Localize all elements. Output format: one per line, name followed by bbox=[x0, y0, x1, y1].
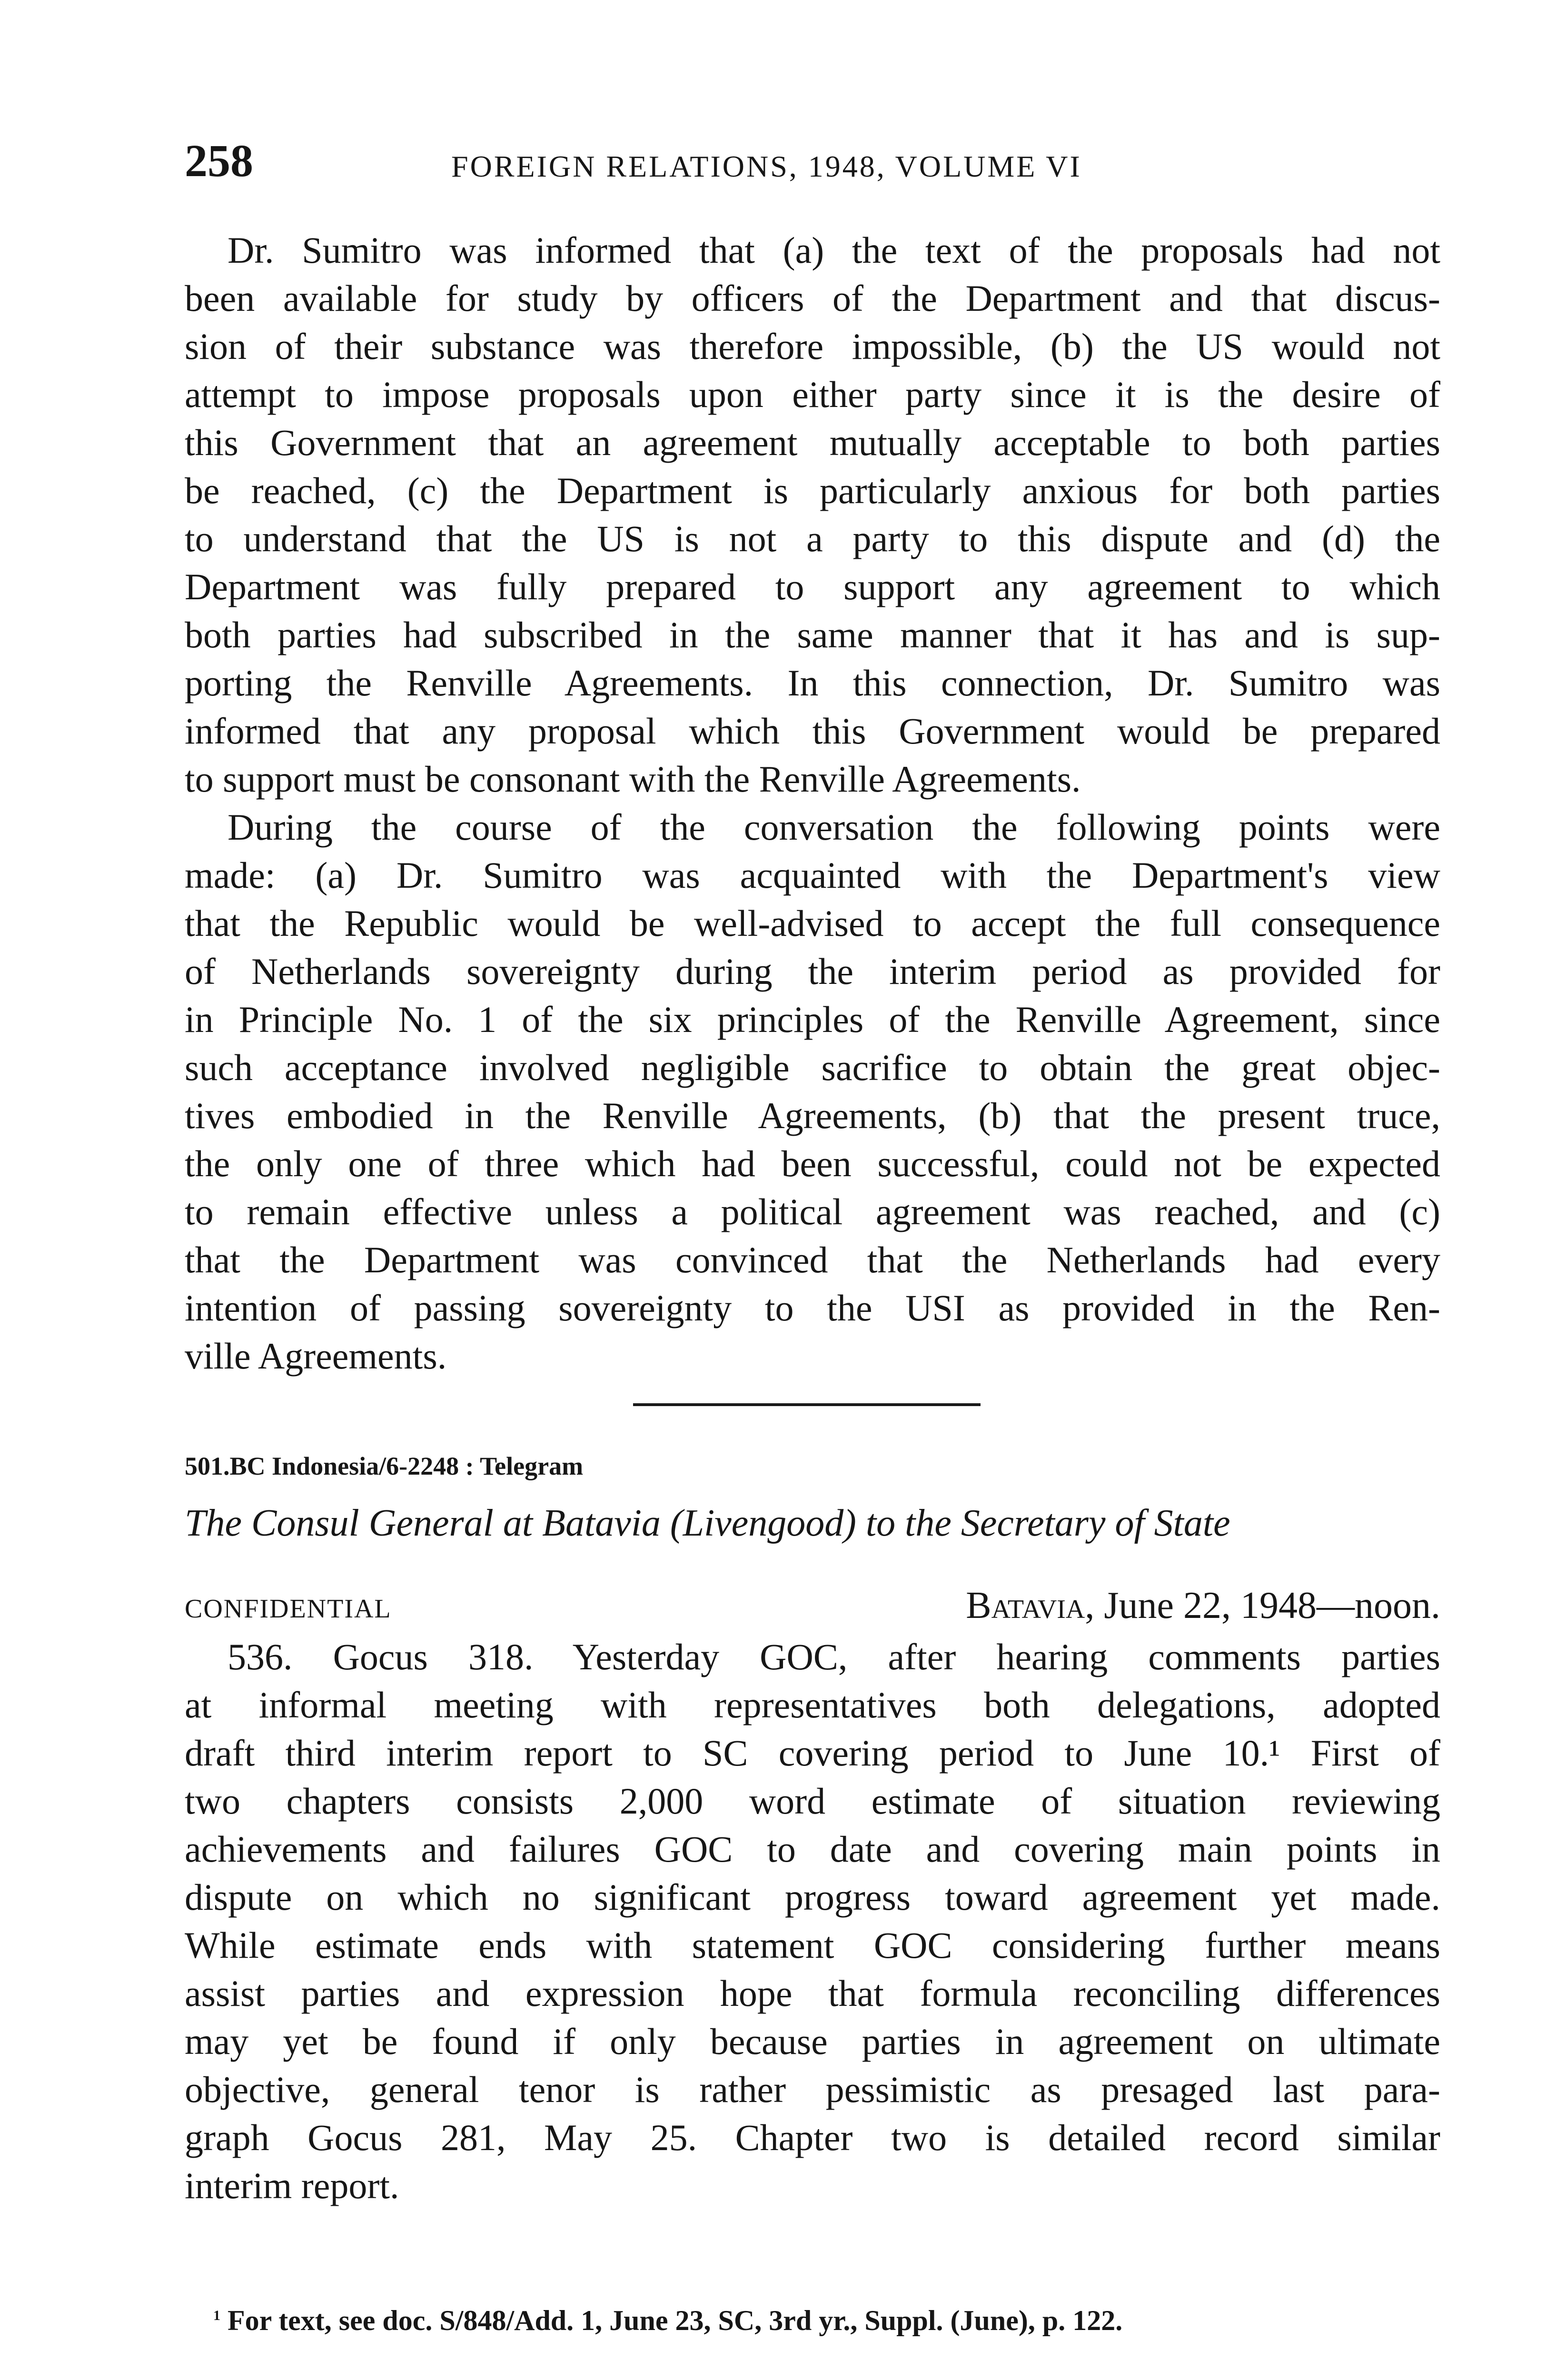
section-divider bbox=[633, 1403, 981, 1406]
text-line: two chapters consists 2,000 word estimate of situation reviewing bbox=[185, 1780, 1440, 1822]
text-line: the only one of three which had been successful, could not be expected bbox=[185, 1143, 1440, 1184]
dateline-place: Batavia bbox=[966, 1585, 1085, 1626]
text-line: been available for study by officers of the Department and that discus- bbox=[185, 278, 1440, 319]
text-line: assist parties and expression hope that formula reconciling differences bbox=[185, 1973, 1440, 2014]
paragraph-conversation-points bbox=[185, 803, 1440, 1380]
text-line: Department was fully prepared to support any agreement to which bbox=[185, 566, 1440, 607]
document-reference: 501.BC Indonesia/6-2248 : Telegram bbox=[185, 1452, 584, 1480]
text-line: During the course of the conversation the following points were bbox=[228, 806, 1440, 848]
text-line: of Netherlands sovereignty during the interim period as provided for bbox=[185, 951, 1440, 992]
dateline bbox=[966, 1579, 1440, 1632]
dateline-date: , June 22, 1948—noon. bbox=[1085, 1585, 1440, 1626]
text-line: attempt to impose proposals upon either party since it is the desire of bbox=[185, 374, 1440, 415]
text-line: graph Gocus 281, May 25. Chapter two is detailed record similar bbox=[185, 2117, 1440, 2158]
paragraph-telegram-body bbox=[185, 1633, 1440, 2210]
text-line: at informal meeting with representatives both delegations, adopted bbox=[185, 1684, 1440, 1726]
footnote-marker: 1 bbox=[213, 2308, 220, 2323]
text-line: achievements and failures GOC to date and covering main points in bbox=[185, 1828, 1440, 1870]
text-line: informed that any proposal which this Government would be prepared bbox=[185, 710, 1440, 752]
text-line: sion of their substance was therefore impossible, (b) the US would not bbox=[185, 326, 1440, 367]
text-line: made: (a) Dr. Sumitro was acquainted with the Department's view bbox=[185, 854, 1440, 896]
text-line: ville Agreements. bbox=[185, 1335, 447, 1377]
text-line: objective, general tenor is rather pessimistic as presaged last para- bbox=[185, 2069, 1440, 2110]
document-title: The Consul General at Batavia (Livengood) to the Secretary of State bbox=[185, 1502, 1230, 1544]
text-line: While estimate ends with statement GOC considering further means bbox=[185, 1924, 1440, 1966]
text-line: tives embodied in the Renville Agreements, (b) that the present truce, bbox=[185, 1095, 1440, 1136]
running-head: FOREIGN RELATIONS, 1948, VOLUME VI bbox=[451, 149, 1082, 183]
text-line: dispute on which no significant progress toward agreement yet made. bbox=[185, 1876, 1440, 1918]
text-line: that the Republic would be well-advised to accept the full consequence bbox=[185, 902, 1440, 944]
footnote-text: For text, see doc. S/848/Add. 1, June 23, SC, 3rd yr., Suppl. (June), p. 122. bbox=[228, 2305, 1123, 2336]
text-line: to remain effective unless a political agreement was reached, and (c) bbox=[185, 1191, 1440, 1232]
text-line: in Principle No. 1 of the six principles of the Renville Agreement, since bbox=[185, 999, 1440, 1040]
text-line: porting the Renville Agreements. In this connection, Dr. Sumitro was bbox=[185, 662, 1440, 704]
text-line: this Government that an agreement mutually acceptable to both parties bbox=[185, 422, 1440, 463]
text-line: both parties had subscribed in the same manner that it has and is sup- bbox=[185, 614, 1440, 655]
text-line: Dr. Sumitro was informed that (a) the text of the proposals had not bbox=[228, 229, 1440, 271]
page-number: 258 bbox=[185, 135, 253, 186]
text-line: be reached, (c) the Department is particularly anxious for both parties bbox=[185, 470, 1440, 511]
text-line: intention of passing sovereignty to the USI as provided in the Ren- bbox=[185, 1287, 1440, 1329]
page-header bbox=[185, 132, 1441, 194]
footnote bbox=[213, 2299, 1122, 2342]
text-line: to understand that the US is not a party to this dispute and (d) the bbox=[185, 518, 1440, 559]
classification-label: CONFIDENTIAL bbox=[185, 1594, 392, 1624]
text-line: interim report. bbox=[185, 2165, 399, 2206]
text-line: 536. Gocus 318. Yesterday GOC, after hearing comments parties bbox=[228, 1636, 1440, 1677]
text-line: that the Department was convinced that the Netherlands had every bbox=[185, 1239, 1440, 1280]
paragraph-sumitro-informed bbox=[185, 226, 1440, 803]
text-line: may yet be found if only because parties in agreement on ultimate bbox=[185, 2021, 1440, 2062]
text-line: such acceptance involved negligible sacrifice to obtain the great objec- bbox=[185, 1047, 1440, 1088]
text-line: to support must be consonant with the Renville Agreements. bbox=[185, 758, 1081, 800]
text-line: draft third interim report to SC covering period to June 10.¹ First of bbox=[185, 1732, 1440, 1774]
